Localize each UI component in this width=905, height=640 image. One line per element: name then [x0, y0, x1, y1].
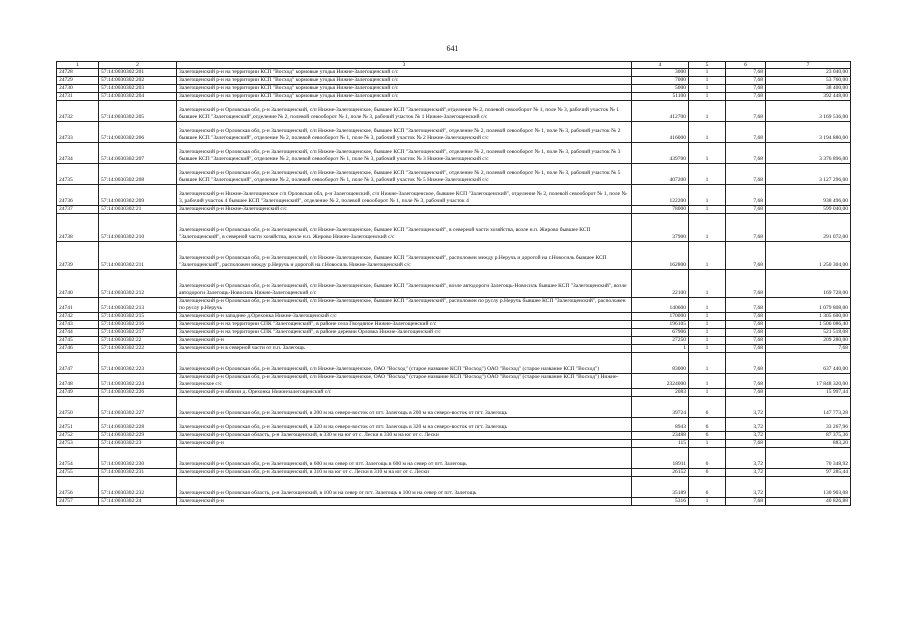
column-header: 1 [57, 62, 99, 69]
row-number: 24748 [57, 374, 99, 389]
location-description: Залегощенский р-н в северной части от п.п. Залегощь [177, 345, 632, 353]
row-number: 24751 [57, 418, 99, 432]
cadastral-cost: 169 728,00 [766, 270, 851, 298]
cadastral-number: 57:14:0030302:207 [99, 143, 177, 164]
cadastral-number: 57:14:0030302:226 [99, 389, 177, 397]
area-value: 7000 [632, 77, 689, 85]
rate-value: 7,68 [726, 143, 766, 164]
area-value: 39724 [632, 397, 689, 418]
location-description: Залегощенский р-н Орловская обл, р-н Залегощенский, с/п Нижне-Залегощенское, бывшее КСП "Залегощенский", в северной части хозяйства, возле н.п. Жирово бывшее КСП "Залегощенский", в северной части хозяйства, возле н.п. Жирово Нижне-Залегощенский с/с [177, 214, 632, 242]
location-description: Залегощенский р-н Орловская обл, р-н Залегощенский, в 200 м на северо-восток от пгт. Залегощь в 200 м на северо-восток от пгт. Залегощь [177, 397, 632, 418]
category-code: 1 [689, 389, 726, 397]
rate-value: 7,68 [726, 93, 766, 101]
location-description: Залегощенский р-н [177, 440, 632, 448]
category-code: 6 [689, 418, 726, 432]
rate-value: 7,68 [726, 270, 766, 298]
row-number: 24741 [57, 298, 99, 313]
category-code: 1 [689, 313, 726, 321]
cadastral-number: 57:14:0030302:229 [99, 432, 177, 440]
category-code: 1 [689, 329, 726, 337]
cadastral-cost: 521 518,08 [766, 329, 851, 337]
location-description: Залегощенский р-н на территории СПК "Залегощенский", в районе села Гвоздяное Нижне-Залегощенский с/с [177, 321, 632, 329]
page-number: 641 [446, 44, 459, 53]
row-number: 24755 [57, 469, 99, 477]
area-value: 439700 [632, 143, 689, 164]
location-description: Залегощенский р-н Орловская обл, р-н Залегощенский, в 320 м на северо-восток от пгт. Залегощь в 320 м на северо-восток от пгт. Залегощь [177, 418, 632, 432]
row-number: 24740 [57, 270, 99, 298]
rate-value: 7,68 [726, 298, 766, 313]
category-code: 1 [689, 270, 726, 298]
area-value: 26152 [632, 469, 689, 477]
rate-value: 7,68 [726, 214, 766, 242]
area-value: 83000 [632, 353, 689, 374]
table-row [57, 85, 851, 93]
rate-value: 7,68 [726, 374, 766, 389]
rate-value: 7,68 [726, 345, 766, 353]
area-value: 78000 [632, 206, 689, 214]
rate-value: 7,68 [726, 242, 766, 270]
area-value: 22100 [632, 270, 689, 298]
row-number: 24750 [57, 397, 99, 418]
row-number: 24742 [57, 313, 99, 321]
rate-value: 7,68 [726, 101, 766, 122]
cadastral-cost: 53 760,00 [766, 77, 851, 85]
cadastral-cost: 1 079 808,00 [766, 298, 851, 313]
row-number: 24732 [57, 101, 99, 122]
cadastral-number: 57:14:0030302:228 [99, 418, 177, 432]
rate-value: 7,68 [726, 389, 766, 397]
location-description: Залегощенский р-н на территории КСП "Восход" кормовые угодья Нижне-Залегощенский с/с [177, 77, 632, 85]
cadastral-cost: 3 376 896,00 [766, 143, 851, 164]
location-description: Залегощенский р-н Орловская обл, р-н Залегощенский, с/п Нижне-Залегощенское, бывшее КСП "Залегощенский", возле автодороги Залегощь-Новосиль бывшее КСП "Залегощенский", возле автодороги Залегощь-Новосиль Нижне-Залегощенский с/с [177, 270, 632, 298]
cadastral-number: 57:14:0030302:232 [99, 477, 177, 498]
table-row [57, 77, 851, 85]
cadastral-cost: 130 903,08 [766, 477, 851, 498]
category-code: 1 [689, 122, 726, 143]
table-row [57, 143, 851, 164]
rate-value: 7,68 [726, 164, 766, 185]
table-row [57, 389, 851, 397]
header-row [57, 62, 851, 69]
category-code: 1 [689, 85, 726, 93]
category-code: 1 [689, 353, 726, 374]
rate-value: 7,68 [726, 85, 766, 93]
table-row [57, 214, 851, 242]
category-code: 1 [689, 69, 726, 77]
table-row [57, 313, 851, 321]
location-description: Залегощенский р-н Орловская обл, р-н Залегощенский, с/п Нижне-Залегощенское, бывшее КСП "Залегощенский", отделение № 2, полевой севооборот № 1, поле № 3, рабочий участок № 5 бывшее КСП "Залегощенский", отделение № 2, полевой севооборот № 1, поле № 3, рабочий участок № 5 Нижне-Залегощенский с/с [177, 164, 632, 185]
category-code: 1 [689, 101, 726, 122]
table-row [57, 374, 851, 389]
location-description: Залегощенский р-н Орловская обл, р-н Залегощенский, с/п Нижне-Залегощенское, бывшее КСП "Залегощенский",отделение № 2, полевой севооборот № 1, поле № 3, рабочий участок № 1 бывшее КСП "Залегощенский",отделение № 2, полевой севооборот № 1, поле № 3, рабочий участок № 1 Нижне-Залегощенский с/с [177, 101, 632, 122]
cadastral-cost: 1 506 086,40 [766, 321, 851, 329]
column-header: 2 [99, 62, 177, 69]
column-header: 7 [766, 62, 851, 69]
cadastral-number: 57:14:0030302:22 [99, 337, 177, 345]
category-code: 1 [689, 298, 726, 313]
cadastral-number: 57:14:0030302:212 [99, 270, 177, 298]
rate-value: 3,72 [726, 418, 766, 432]
cadastral-number: 57:14:0030302:222 [99, 345, 177, 353]
row-number: 24735 [57, 164, 99, 185]
table-row [57, 469, 851, 477]
location-description: Залегощенский р-н Орловская обл, р-н Залегощенский, с/п Нижне-Залегощенское, бывшее КСП "Залегощенский", отделение № 2, полевой севооборот № 1, поле № 3, рабочий участок № 3 бывшее КСП "Залегощенский", отделение № 2, полевой севооборот № 1, поле № 3, рабочий участок № 3 Нижне-Залегощенский с/с [177, 143, 632, 164]
row-number: 24756 [57, 477, 99, 498]
location-description: Залегощенский р-н на территории СПК "Залегощенский", в районе деревни Орловка Нижне-Залегощенский с/с [177, 329, 632, 337]
table-row [57, 101, 851, 122]
rate-value: 3,72 [726, 477, 766, 498]
category-code: 6 [689, 477, 726, 498]
rate-value: 7,68 [726, 337, 766, 345]
row-number: 24731 [57, 93, 99, 101]
cadastral-number: 57:14:0030302:24 [99, 498, 177, 506]
area-value: 2083 [632, 389, 689, 397]
table-row [57, 353, 851, 374]
row-number: 24757 [57, 498, 99, 506]
area-value: 51100 [632, 93, 689, 101]
category-code: 1 [689, 206, 726, 214]
cadastral-cost: 33 267,96 [766, 418, 851, 432]
rate-value: 7,68 [726, 206, 766, 214]
table-row [57, 397, 851, 418]
location-description: Залегощенский р-н западнее д.Орехонка Нижне-Залегощенский с/с [177, 313, 632, 321]
area-value: 1 [632, 345, 689, 353]
cadastral-number: 57:14:0030302:215 [99, 313, 177, 321]
table-row [57, 440, 851, 448]
row-number: 24747 [57, 353, 99, 374]
area-value: 115 [632, 440, 689, 448]
cadastral-number: 57:14:0030302:210 [99, 214, 177, 242]
category-code: 1 [689, 242, 726, 270]
rate-value: 7,68 [726, 329, 766, 337]
location-description: Залегощенский р-н Орловская область, р-н Залегощенский, в 100 м на север от пгт. Залегощь в 100 м на север от пгт. Залегощь [177, 477, 632, 498]
table-row [57, 321, 851, 329]
cadastral-cost: 38 400,00 [766, 85, 851, 93]
table-row [57, 298, 851, 313]
cadastral-number: 57:14:0030302:217 [99, 329, 177, 337]
area-value: 35189 [632, 477, 689, 498]
cadastral-cost: 17 848 320,00 [766, 374, 851, 389]
rate-value: 3,72 [726, 397, 766, 418]
area-value: 122200 [632, 185, 689, 206]
area-value: 170000 [632, 313, 689, 321]
category-code: 1 [689, 214, 726, 242]
cadastral-number: 57:14:0030302:208 [99, 164, 177, 185]
area-value: 5316 [632, 498, 689, 506]
column-header: 5 [689, 62, 726, 69]
table-row [57, 498, 851, 506]
category-code: 1 [689, 143, 726, 164]
category-code: 1 [689, 77, 726, 85]
row-number: 24753 [57, 440, 99, 448]
rate-value: 3,72 [726, 448, 766, 469]
location-description: Залегощенский р-н Орловская обл, р-н Залегощенский, в 310 м на юг от с. Лески в 310 м на юг от с. Лески [177, 469, 632, 477]
cadastral-cost: 97 285,44 [766, 469, 851, 477]
row-number: 24737 [57, 206, 99, 214]
row-number: 24739 [57, 242, 99, 270]
cadastral-number: 57:14:0030302:203 [99, 85, 177, 93]
cadastral-cost: 23 040,00 [766, 69, 851, 77]
area-value: 416000 [632, 122, 689, 143]
cadastral-cost: 392 448,00 [766, 93, 851, 101]
table-row [57, 164, 851, 185]
cadastral-cost: 70 348,92 [766, 448, 851, 469]
rate-value: 7,68 [726, 122, 766, 143]
table-row [57, 93, 851, 101]
row-number: 24736 [57, 185, 99, 206]
cadastral-cost: 637 440,00 [766, 353, 851, 374]
area-value: 18911 [632, 448, 689, 469]
row-number: 24738 [57, 214, 99, 242]
row-number: 24745 [57, 337, 99, 345]
cadastral-number: 57:14:0030302:216 [99, 321, 177, 329]
cadastral-cost: 599 040,00 [766, 206, 851, 214]
row-number: 24752 [57, 432, 99, 440]
cadastral-cost: 3 169 536,00 [766, 101, 851, 122]
location-description: Залегощенский р-н Орловская обл, р-н Залегощенский, с/п Нижне-Залегощенское, ОАО "Восход" (старое название КСП "Восход") ОАО "Восход" (старое название КСП "Восход") Нижне-Залегощенское с/с [177, 374, 632, 389]
location-description: Залегощенский р-н Орловская область, р-н Залегощенский, в 330 м на юг от с. Лески в 330 м на юг от с. Лески [177, 432, 632, 440]
table-row [57, 448, 851, 469]
category-code: 1 [689, 321, 726, 329]
table-row [57, 345, 851, 353]
area-value: 37900 [632, 214, 689, 242]
column-header: 3 [177, 62, 632, 69]
area-value: 23488 [632, 432, 689, 440]
category-code: 1 [689, 440, 726, 448]
table-row [57, 122, 851, 143]
area-value: 8943 [632, 418, 689, 432]
cadastral-number: 57:14:0030302:209 [99, 185, 177, 206]
cadastral-number: 57:14:0030302:201 [99, 69, 177, 77]
cadastral-table [56, 61, 851, 506]
location-description: Залегощенский р-н [177, 337, 632, 345]
cadastral-cost: 1 250 304,00 [766, 242, 851, 270]
cadastral-number: 57:14:0030302:224 [99, 374, 177, 389]
rate-value: 7,68 [726, 321, 766, 329]
table-row [57, 206, 851, 214]
table-row [57, 329, 851, 337]
column-header: 6 [726, 62, 766, 69]
row-number: 24749 [57, 389, 99, 397]
location-description: Залегощенский р-н Орловская обл, р-н Залегощенский, с/п Нижне-Залегощенское, бывшее КСП "Залегощенский", расположен по руслу р.Неручь бывшее КСП "Залегощенский", расположен по руслу р.Неручь [177, 298, 632, 313]
table-row [57, 337, 851, 345]
cadastral-number: 57:14:0030302:23 [99, 440, 177, 448]
rate-value: 3,72 [726, 469, 766, 477]
location-description: Залегощенский р-н Нижне-Залегощенское с/п Орловская обл, р-н Залегощенский, с/п Нижне-Залегощенское, бывшее КСП "Залегощенский", отделение № 2, полевой севооборот № 1, поле № 3, рабочий участок 4 бывшее КСП "Залегощенский", отделение № 2, полевой севооборот № 1, поле № 3, рабочий участок 4 [177, 185, 632, 206]
location-description: Залегощенский р-н вблизи д. Орехонка Нижнезалегощенский с/с [177, 389, 632, 397]
area-value: 407200 [632, 164, 689, 185]
cadastral-cost: 1 305 600,00 [766, 313, 851, 321]
cadastral-cost: 7,68 [766, 345, 851, 353]
area-value: 5000 [632, 85, 689, 93]
category-code: 6 [689, 432, 726, 440]
rate-value: 7,68 [726, 313, 766, 321]
cadastral-cost: 883,20 [766, 440, 851, 448]
cadastral-cost: 40 826,88 [766, 498, 851, 506]
row-number: 24744 [57, 329, 99, 337]
row-number: 24730 [57, 85, 99, 93]
cadastral-number: 57:14:0030302:230 [99, 448, 177, 469]
table-row [57, 418, 851, 432]
row-number: 24733 [57, 122, 99, 143]
table-row [57, 69, 851, 77]
location-description: Залегощенский р-н Орловская обл, р-н Залегощенский, с/п Нижне-Залегощенское, бывшее КСП "Залегощенский", отделение № 2, полевой севооборот № 1, поле № 3, рабочий участок № 2 бывшее КСП "Залегощенский", отделение № 2, полевой севооборот № 1, поле № 3, рабочий участок № 2 Нижне-Залегощенский с/с [177, 122, 632, 143]
category-code: 1 [689, 337, 726, 345]
row-number: 24729 [57, 77, 99, 85]
location-description: Залегощенский р-н на территории КСП "Восход" кормовые угодья Нижне-Залегощенский с/с [177, 69, 632, 77]
cadastral-cost: 3 194 880,00 [766, 122, 851, 143]
area-value: 67906 [632, 329, 689, 337]
table-row [57, 432, 851, 440]
cadastral-cost: 291 072,00 [766, 214, 851, 242]
area-value: 2324000 [632, 374, 689, 389]
rate-value: 7,68 [726, 353, 766, 374]
table-row [57, 270, 851, 298]
cadastral-number: 57:14:0030302:204 [99, 93, 177, 101]
cadastral-cost: 938 496,00 [766, 185, 851, 206]
category-code: 6 [689, 469, 726, 477]
location-description: Залегощенский р-н на территории КСП "Восход" кормовые угодья Нижне-Залегощенский с/с [177, 93, 632, 101]
category-code: 1 [689, 185, 726, 206]
area-value: 196105 [632, 321, 689, 329]
rate-value: 7,68 [726, 498, 766, 506]
cadastral-cost: 147 773,28 [766, 397, 851, 418]
rate-value: 7,68 [726, 440, 766, 448]
location-description: Залегощенский р-н Орловская обл, р-н Залегощенский, в 600 м на север от пгт. Залегощь в 600 м на север от пгт. Залегощь [177, 448, 632, 469]
table-row [57, 242, 851, 270]
category-code: 1 [689, 345, 726, 353]
cadastral-number: 57:14:0030302:206 [99, 122, 177, 143]
row-number: 24734 [57, 143, 99, 164]
location-description: Залегощенский р-н Орловская обл, р-н Залегощенский, с/п Нижне-Залегощенское, бывшее КСП "Залегощенский", расположен между р.Неручь и дорогой на г.Новосиль бывшее КСП "Залегощенский", расположен между р.Неручь и дорогой на г.Новосиль Нижне-Залегощенский с/с [177, 242, 632, 270]
cadastral-number: 57:14:0030302:21 [99, 206, 177, 214]
category-code: 1 [689, 498, 726, 506]
cadastral-cost: 15 997,44 [766, 389, 851, 397]
cadastral-number: 57:14:0030302:202 [99, 77, 177, 85]
location-description: Залегощенский р-н Орловская обл, р-н Залегощенский, с/п Нижне-Залегощенское, ОАО "Восход" (старое название КСП "Восход") ОАО "Восход" (старое название КСП "Восход") [177, 353, 632, 374]
cadastral-number: 57:14:0030302:231 [99, 469, 177, 477]
row-number: 24746 [57, 345, 99, 353]
category-code: 1 [689, 164, 726, 185]
cadastral-cost: 87 375,36 [766, 432, 851, 440]
row-number: 24754 [57, 448, 99, 469]
cadastral-number: 57:14:0030302:227 [99, 397, 177, 418]
area-value: 162800 [632, 242, 689, 270]
cadastral-number: 57:14:0030302:205 [99, 101, 177, 122]
location-description: Залегощенский р-н Нижне-Залегощенский с/с [177, 206, 632, 214]
cadastral-cost: 3 127 296,00 [766, 164, 851, 185]
location-description: Залегощенский р-н на территории КСП "Восход" кормовые угодья Нижне-Залегощенский с/с [177, 85, 632, 93]
table-row [57, 185, 851, 206]
table-row [57, 477, 851, 498]
rate-value: 7,68 [726, 185, 766, 206]
area-value: 3000 [632, 69, 689, 77]
cadastral-cost: 209 280,00 [766, 337, 851, 345]
category-code: 1 [689, 93, 726, 101]
category-code: 6 [689, 448, 726, 469]
rate-value: 3,72 [726, 432, 766, 440]
area-value: 412700 [632, 101, 689, 122]
category-code: 1 [689, 374, 726, 389]
location-description: Залегощенский р-н [177, 498, 632, 506]
column-header: 4 [632, 62, 689, 69]
cadastral-number: 57:14:0030302:223 [99, 353, 177, 374]
rate-value: 7,68 [726, 77, 766, 85]
rate-value: 7,68 [726, 69, 766, 77]
cadastral-number: 57:14:0030302:213 [99, 298, 177, 313]
row-number: 24728 [57, 69, 99, 77]
area-value: 140600 [632, 298, 689, 313]
row-number: 24743 [57, 321, 99, 329]
category-code: 6 [689, 397, 726, 418]
area-value: 27250 [632, 337, 689, 345]
cadastral-number: 57:14:0030302:211 [99, 242, 177, 270]
